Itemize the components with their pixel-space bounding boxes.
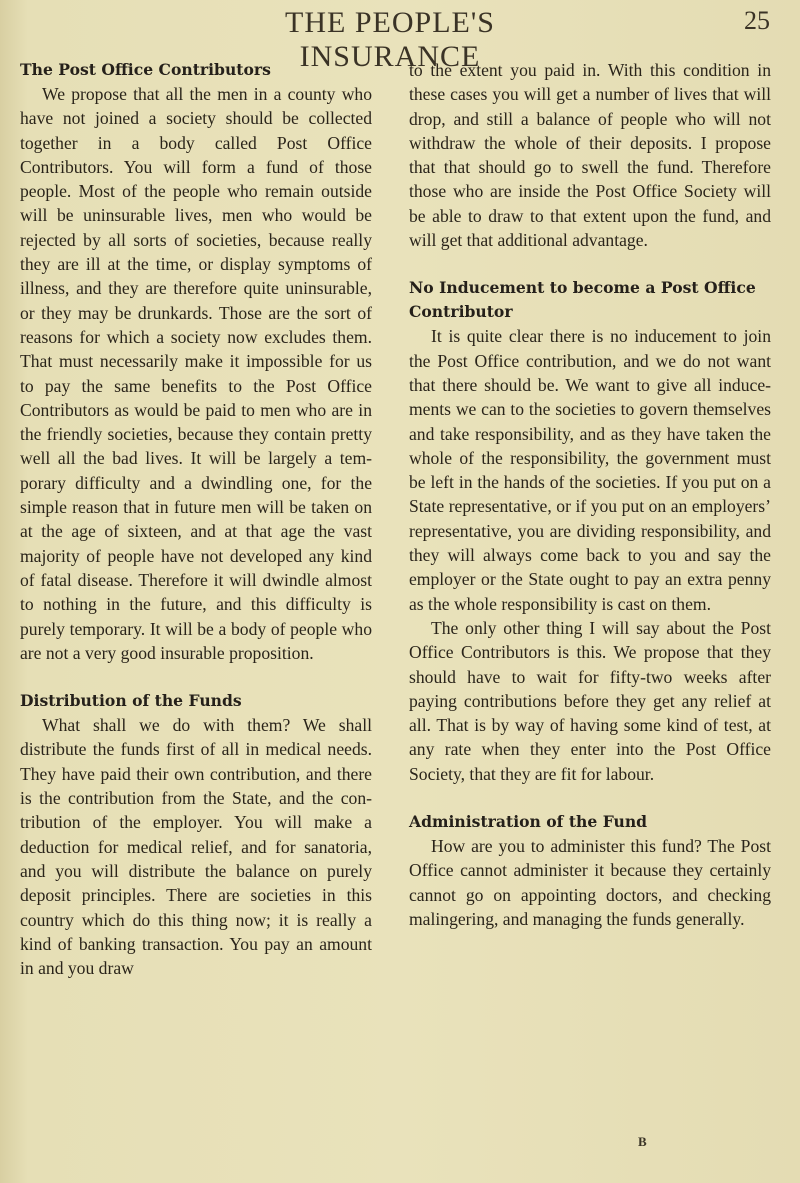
left-column [20, 58, 372, 980]
section-heading-no-inducement: No Inducement to become a Post Office Contributor [409, 278, 756, 322]
paragraph: We propose that all the men in a county who have not joined a society should be collected together in a body called Post Office Contributors. You will form a fund of those people. Most of the people who remain outside will be uninsurable lives, men who would be rejected by all sorts of societies, because really they are ill at the time, or display symptoms of illness, and they are therefore quite uninsurable, or they may be drunkards. Those are the sort of reasons for which a society now excludes them. That must necessarily make it impossible for us to pay the same benefits to the Post Office Contributors as would be paid to men who are in the friendly societies, because they contain pretty well all the bad lives. It will be largely a temporary difficulty and a dwindling one, for the simple reason that in future men will be taken on at the age of sixteen, and at that age the vast majority of people have not developed any kind of fatal disease. Therefore it will dwindle almost to nothing in the future, and this difficulty is purely temporary. It will be a body of people who are not a very good insurable proposition. [20, 84, 372, 663]
page-number: 25 [744, 6, 770, 35]
paragraph: What shall we do with them? We shall distribute the funds first of all in medical needs. They have paid their own contribution, and there is the contribution from the State, and the contribution of the employer. You will make a deduction for medical relief, and for sanatoria, and you will distribute the balance on purely deposit principles. There are societies in this country which do this thing now; it is really a kind of banking transaction. You pay an amount in and you draw [20, 715, 372, 979]
paragraph: The only other thing I will say about the Post Office Contributors is this. We propose that they should have to wait for fifty-two weeks after paying contributions before they get any relief at all. That is by way of having some kind of test, at any rate when they enter into the Post Office Society, that they are fit for labour. [409, 617, 771, 784]
signature-mark: B [638, 1134, 647, 1149]
running-title: THE PEOPLE'S INSURANCE [285, 6, 495, 73]
paragraph: It is quite clear there is no inducement to join the Post Office contribution, and we do not want that there should be. We want to give all inducements we can to the societies to govern themselves and take responsibility, and as they have taken the whole of the responsibility, the government must be left in the hands of the societies. If you put on a State representative, or if you put on an employers’ representative, you are dividing responsibility, and they will always come back to you and say the employer or the State ought to pay an extra penny as the whole responsibility is cast on them. [409, 326, 771, 614]
section-heading-distribution-of-funds: Distribution of the Funds [20, 691, 242, 711]
section-gap [409, 786, 771, 810]
paragraph: to the extent you paid in. With this condition in these cases you will get a number of lives that will drop, and still a balance of people who will not withdraw the whole of their deposits. I propose that that should go to swell the fund. Therefore those who are inside the Post Office Society will be able to draw to that extent upon the fund, and will get that additional advantage. [409, 60, 771, 251]
section-gap [20, 665, 372, 689]
section-heading-post-office-contributors: The Post Office Contributors [20, 60, 271, 79]
right-column [409, 58, 771, 931]
paragraph: How are you to administer this fund? The Post Office cannot administer it because they certainly cannot go on appointing doctors, and checking malingering, and managing the funds generally. [409, 836, 771, 929]
section-heading-administration-of-fund: Administration of the Fund [409, 812, 648, 832]
section-gap [409, 252, 771, 276]
